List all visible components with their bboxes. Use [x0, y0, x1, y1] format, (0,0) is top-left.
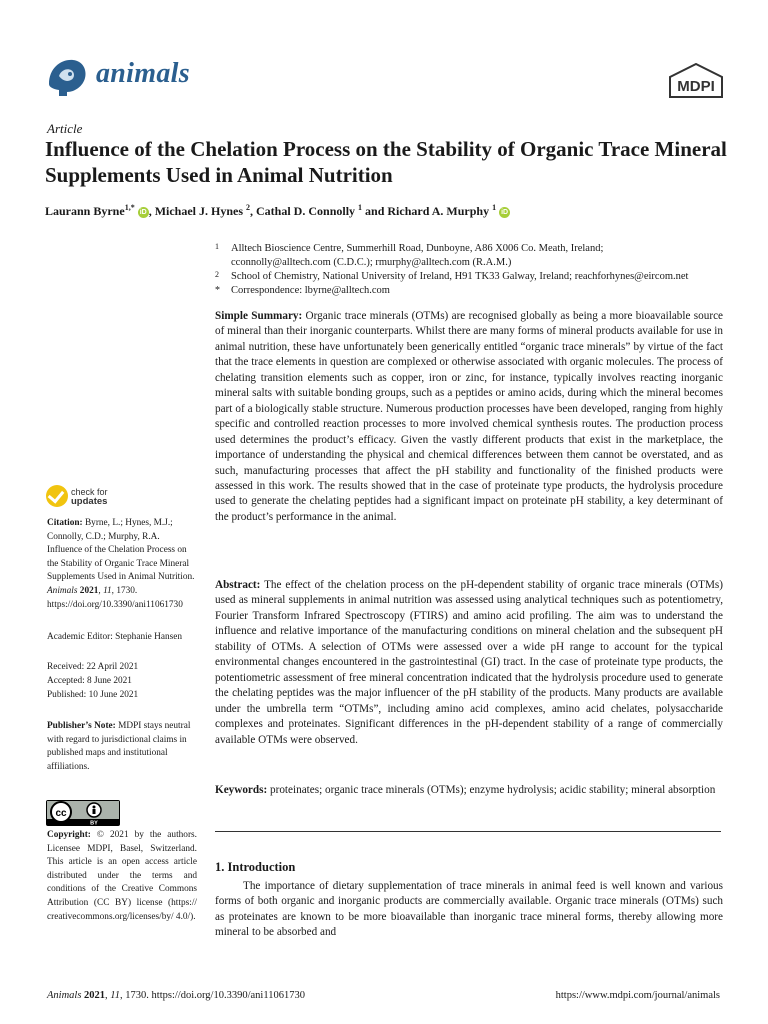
mdpi-logo — [668, 63, 724, 99]
citation-year: 2021 — [77, 585, 99, 596]
publisher-name: MDPI — [677, 78, 715, 95]
published-date: Published: 10 June 2021 — [47, 690, 139, 700]
cc-label: BY — [90, 820, 98, 826]
keywords — [215, 783, 723, 798]
affiliation-line: Correspondence: lbyrne@alltech.com — [231, 285, 390, 296]
keywords-text: proteinates; organic trace minerals (OTMs); enzyme hydrolysis; acidic stability; mineral absorption — [267, 784, 716, 796]
affiliation-ref: 2 — [246, 203, 251, 212]
author-name: , Cathal D. Connolly — [250, 204, 356, 218]
affiliation-ref: 1, — [124, 203, 131, 212]
copyright-label: Copyright: — [47, 830, 91, 840]
footer-journal-url[interactable]: https://www.mdpi.com/journal/animals — [555, 990, 720, 1001]
check-icon — [46, 485, 68, 507]
abstract-text: The effect of the chelation process on the pH-dependent stability of organic trace minerals (OTMs) used as mineral supplements in animal nutrition was assessed using analytical techniques such as potentiometry, Fourier Transform Infrared Spectroscopy (FTIRS) and amino acid profiling. The aim was to understand the influence and relative importance of the manufacturing conditions on mineral chelation and the subsequent pH stability of OTMs. A selection of OTMs were assessed over a wide pH range to account for the typical environmental changes encountered in the gastrointestinal (GI) tract. In the case of proteinate type products, the potentiometric assessment of free mineral concentration indicated that the hydrolysis procedure used to generate the chelating peptides was the major influencer of the pH stability of the products. Many products are available under the umbrella term “OTMs”, including amino acid complexes, amino acid chelates, polysaccharide complexes and proteinates. Significant differences in the pH-dependent stability of a range of commercially available OTMs were observed. — [215, 579, 723, 746]
keywords-label: Keywords: — [215, 784, 268, 796]
abstract — [215, 578, 723, 748]
section-heading: 1. Introduction — [215, 860, 296, 874]
check-updates-label: check for — [71, 487, 108, 497]
publisher-note — [47, 720, 197, 774]
publisher-note-label: Publisher’s Note: — [47, 721, 116, 731]
orcid-icon[interactable]: iD — [501, 209, 509, 216]
svg-text:cc: cc — [55, 808, 67, 819]
journal-name: animals — [96, 58, 190, 89]
affiliation-line: Alltech Bioscience Centre, Summerhill Road, Dunboyne, A86 X006 Co. Meath, Ireland; — [231, 243, 604, 254]
citation-volume: 11 — [103, 585, 112, 596]
footer-journal: Animals — [47, 990, 82, 1001]
section-divider — [215, 831, 721, 832]
check-for-updates-button[interactable] — [46, 485, 146, 509]
copyright — [47, 829, 197, 924]
received-date: Received: 22 April 2021 — [47, 662, 139, 672]
check-updates-label-bold: updates — [71, 496, 108, 507]
simple-summary-text: Organic trace minerals (OTMs) are recognised globally as being a more bioavailable source of mineral than their inorganic counterparts. Whilst there are many forms of mineral products available for use in animal nutrition, these have unfortunately been generically entitled “organic trace minerals” by virtue of the fact that the trace elements in question are complexed or otherwise associated with organic molecules. The process of chelating transition elements such as copper, iron or zinc, for instance, typically involves reacting inorganic mineral salts with suitable bonding groups, such as a peptides or amino acids, during which the mineral becomes part of a biologically stable structure. Numerous production processes have been developed, ranging from highly specific and controlled reaction processes to more involved chemical synthesis routes. The production process used determines the product’s efficacy. Given the vastly different products that exist in the marketplace, the importance of understanding the physical and chemical differences between them cannot be overstated, and as such, manufacturing processes that affect the pH stability and functionality of the finished products were assessed in this work. The results showed that in the case of proteinate type products, the hydrolysis procedure used to generate the chelating peptides had a significant impact on proteinate pH stability, a key determinant of the product’s performance in the animal. — [215, 310, 723, 523]
correspondence — [215, 284, 735, 298]
publisher-note-text: MDPI stays neutral with regard to jurisdictional claims in published maps and institutional affiliations. — [47, 721, 191, 772]
orcid-icon[interactable]: iD — [139, 209, 147, 216]
footer-year: 2021 — [81, 990, 106, 1001]
citation-pages: , 1730. https://doi.org/10.3390/ani11061730 — [47, 585, 183, 610]
affiliation-mark: * — [215, 285, 220, 296]
citation-label: Citation: — [47, 518, 83, 528]
cc-by-license-badge[interactable] — [46, 800, 120, 826]
footer-citation: Animals 2021, 11, 1730. https://doi.org/10.3390/ani11061730 — [47, 990, 305, 1001]
affiliation-ref: 1 — [492, 203, 497, 212]
footer-volume: 11 — [110, 990, 121, 1001]
author-list — [45, 203, 510, 219]
citation-journal: Animals — [47, 585, 78, 596]
affiliation-line: School of Chemistry, National University of Ireland, H91 TK33 Galway, Ireland; reachforhynes@eircom.net — [231, 271, 689, 282]
affiliation-ref: 1 — [358, 203, 363, 212]
footer-doi[interactable]: , 1730. https://doi.org/10.3390/ani11061730 — [120, 990, 305, 1001]
corresponding-mark: * — [130, 203, 135, 212]
cc-icon — [46, 800, 120, 826]
affiliation-mark: 1 — [215, 242, 219, 251]
introduction-text: The importance of dietary supplementation of trace minerals in animal feed is well known and various forms of both organic and inorganic products are commercially available. Organic trace minerals (OTMs) such as proteinates are known to be more bioavailable than inorganic trace mineral forms, thereby allowing more mineral to be absorbed and — [215, 880, 723, 939]
copyright-text: © 2021 by the authors. Licensee MDPI, Basel, Switzerland. This article is an open access article distributed under the terms and conditions of the Creative Commons Attribution (CC BY) license (https:// creativecommons.org/licenses/by/ 4.0/). — [47, 830, 197, 922]
abstract-label: Abstract: — [215, 579, 261, 591]
citation — [47, 517, 197, 612]
article-type: Article — [47, 121, 83, 136]
author-name: , Michael J. Hynes — [148, 204, 244, 218]
affiliation-mark: 2 — [215, 270, 219, 279]
journal-logo-icon — [45, 54, 89, 98]
affiliation-1 — [215, 242, 735, 269]
accepted-date: Accepted: 8 June 2021 — [47, 676, 132, 686]
author-name: and Richard A. Murphy — [362, 204, 490, 218]
citation-text: Byrne, L.; Hynes, M.J.; Connolly, C.D.; Murphy, R.A. Influence of the Chelation Process on the Stability of Organic Trace Mineral Supplements Used in Animal Nutrition. — [47, 518, 195, 583]
citation-separator: , — [98, 585, 104, 596]
article-title: Influence of the Chelation Process on the Stability of Organic Trace Mineral Supplements Used in Animal Nutrition — [45, 137, 727, 187]
simple-summary-label: Simple Summary: — [215, 310, 303, 322]
simple-summary — [215, 309, 723, 525]
author-name: Laurann Byrne — [45, 204, 125, 218]
affiliation-2 — [215, 270, 735, 284]
academic-editor: Academic Editor: Stephanie Hansen — [47, 632, 183, 642]
affiliation-line: cconnolly@alltech.com (C.D.C.); rmurphy@alltech.com (R.A.M.) — [231, 256, 512, 268]
